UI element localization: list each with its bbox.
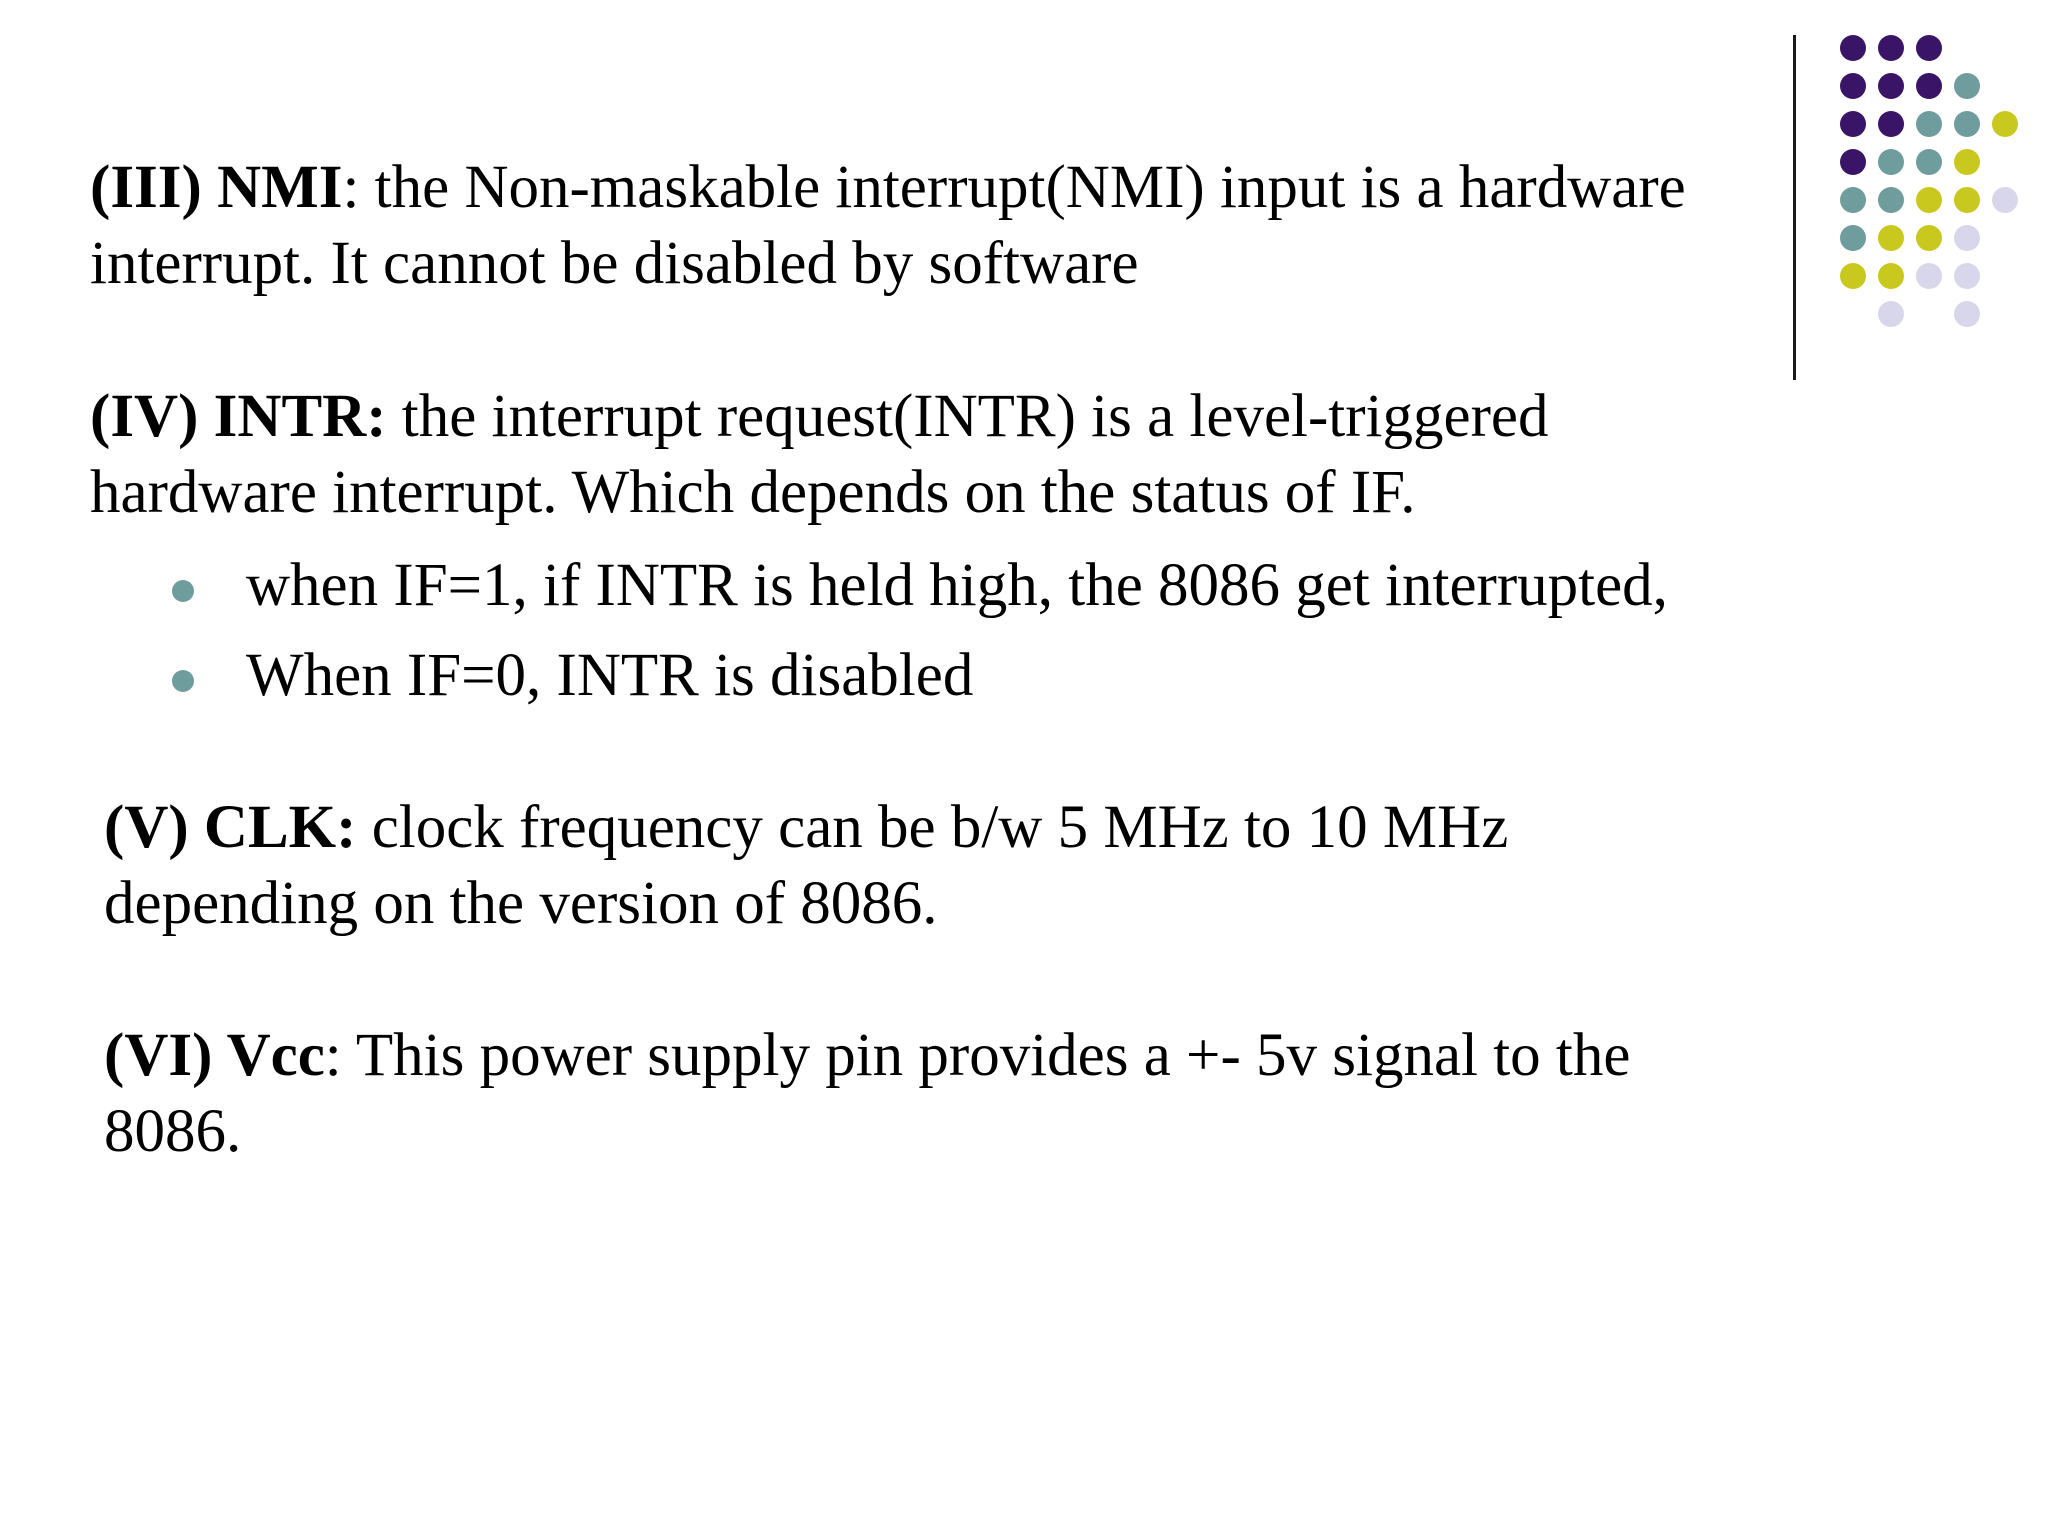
decor-dot bbox=[1954, 149, 1980, 175]
decor-dot bbox=[1878, 73, 1904, 99]
decor-dot bbox=[1916, 35, 1942, 61]
decor-dot bbox=[1916, 187, 1942, 213]
paragraph-clk bbox=[104, 790, 1508, 942]
decor-dot bbox=[1878, 111, 1904, 137]
clk-label: (V) CLK: bbox=[104, 794, 357, 861]
paragraph-vcc bbox=[104, 1018, 1630, 1170]
bullet-dot-icon bbox=[172, 670, 194, 692]
decor-dot bbox=[1992, 187, 2018, 213]
decor-dot bbox=[1840, 111, 1866, 137]
vcc-text-line1: : This power supply pin provides a +- 5v signal to the bbox=[324, 1022, 1631, 1089]
paragraph-nmi bbox=[90, 150, 1686, 302]
nmi-label: (III) NMI bbox=[90, 154, 343, 221]
decor-dot bbox=[1840, 149, 1866, 175]
decor-dot bbox=[1840, 35, 1866, 61]
decor-dot bbox=[1954, 187, 1980, 213]
intr-label: (IV) INTR: bbox=[90, 383, 387, 450]
nmi-text-line1: : the Non-maskable interrupt(NMI) input is a hardware bbox=[342, 154, 1686, 221]
decor-dot bbox=[1840, 187, 1866, 213]
vcc-text-line2: 8086. bbox=[104, 1098, 242, 1165]
decor-dot bbox=[1840, 263, 1866, 289]
decor-dot bbox=[1840, 225, 1866, 251]
decor-dot bbox=[1954, 263, 1980, 289]
vertical-divider bbox=[1793, 35, 1796, 380]
decor-dot bbox=[1954, 225, 1980, 251]
decor-dot bbox=[1878, 149, 1904, 175]
decor-dot bbox=[1878, 187, 1904, 213]
decor-dot bbox=[1916, 73, 1942, 99]
decor-dot bbox=[1954, 73, 1980, 99]
decor-dot bbox=[1954, 301, 1980, 327]
decor-dot bbox=[1916, 149, 1942, 175]
clk-text-line1: clock frequency can be b/w 5 MHz to 10 MHz bbox=[356, 794, 1509, 861]
decor-dot bbox=[1840, 73, 1866, 99]
decor-dot bbox=[1878, 225, 1904, 251]
intr-text-line1: the interrupt request(INTR) is a level-triggered bbox=[386, 383, 1549, 450]
bullet-dot-icon bbox=[172, 580, 194, 602]
bullet-text: When IF=0, INTR is disabled bbox=[246, 642, 974, 709]
paragraph-intr bbox=[90, 379, 1548, 531]
decor-dot bbox=[1916, 111, 1942, 137]
decor-dot bbox=[1916, 263, 1942, 289]
decor-dot bbox=[1916, 225, 1942, 251]
decor-dot bbox=[1992, 111, 2018, 137]
vcc-label: (VI) Vcc bbox=[104, 1022, 325, 1089]
decor-dot bbox=[1878, 263, 1904, 289]
decor-dot bbox=[1954, 111, 1980, 137]
decor-dot bbox=[1878, 301, 1904, 327]
nmi-text-line2: interrupt. It cannot be disabled by software bbox=[90, 230, 1139, 297]
intr-text-line2: hardware interrupt. Which depends on the status of IF. bbox=[90, 459, 1416, 526]
decor-dot bbox=[1878, 35, 1904, 61]
clk-text-line2: depending on the version of 8086. bbox=[104, 870, 938, 937]
bullet-text: when IF=1, if INTR is held high, the 8086 get interrupted, bbox=[246, 552, 1668, 619]
